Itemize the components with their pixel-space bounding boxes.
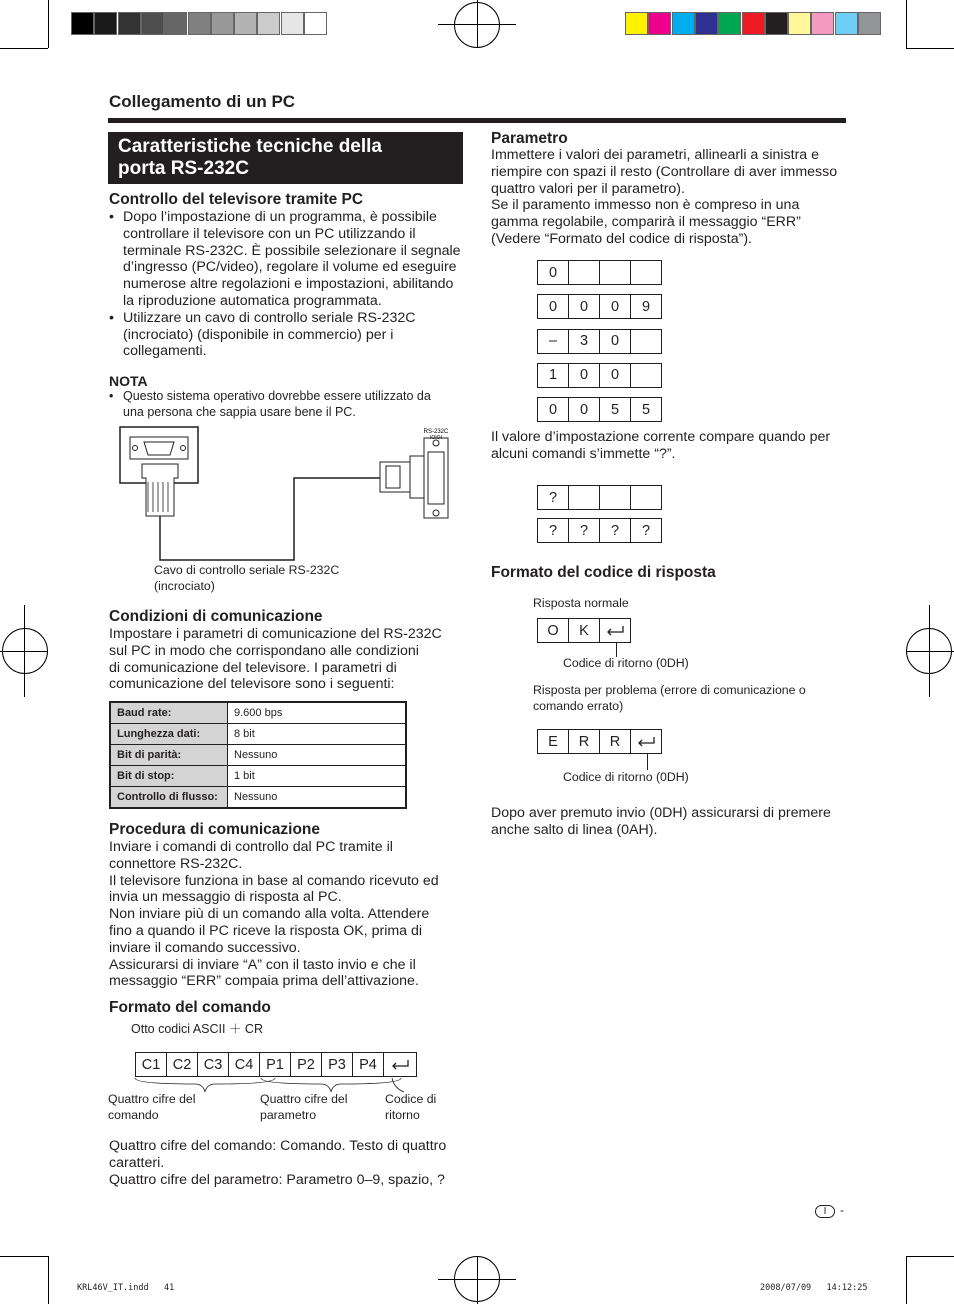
control-heading: Controllo del televisore tramite PC: [109, 191, 364, 208]
example-row: [537, 260, 662, 285]
normal-response-grid: [537, 618, 631, 643]
param-key: Bit di parità:: [110, 745, 228, 766]
text-line: inviare il comando successivo.: [109, 939, 301, 956]
code-cell: C2: [166, 1052, 198, 1077]
code-cell: 5: [630, 397, 662, 422]
return-tick: [647, 754, 648, 770]
param-key: Baud rate:: [110, 702, 228, 724]
text-line: (incrociato) (disponibile in commercio) per i: [123, 326, 394, 343]
crop-mark: [906, 48, 954, 49]
port-label: IOIOI: [430, 435, 442, 441]
code-cell: ?: [537, 485, 569, 510]
example-row: [537, 329, 662, 354]
code-cell: [599, 485, 631, 510]
color-swatch: [648, 12, 671, 35]
text-line: Risposta per problema (errore di comunicazione o: [533, 683, 806, 697]
text-line: comando errato): [533, 698, 624, 713]
code-cell: [568, 485, 600, 510]
conditions-text: [109, 626, 469, 693]
return-code-note: Codice di ritorno (0DH): [563, 770, 689, 784]
registration-line: [477, 0, 478, 48]
text-line: gamma regolabile, comparirà il messaggio “ERR”: [491, 214, 801, 231]
example-row: [537, 397, 662, 422]
color-swatch: [141, 12, 164, 35]
code-cell: P3: [321, 1052, 353, 1077]
param-value: 1 bit: [228, 766, 407, 787]
color-swatch: [188, 12, 211, 35]
nota-heading: NOTA: [109, 373, 148, 389]
param-value: 8 bit: [228, 724, 407, 745]
table-row: [110, 745, 406, 766]
error-response-grid: [537, 729, 662, 754]
text-line: una persona che sappia usare bene il PC.: [123, 404, 356, 419]
text-line: connettore RS-232C.: [109, 855, 243, 872]
code-cell: P4: [352, 1052, 384, 1077]
text-line: comunicazione del televisore sono i seguenti:: [109, 676, 395, 693]
text-line: quattro valori per il parametro).: [491, 180, 685, 197]
color-swatch: [718, 12, 741, 35]
query-text: [491, 429, 851, 463]
code-cell: R: [568, 729, 600, 754]
param-value: Nessuno: [228, 745, 407, 766]
code-cell: C1: [135, 1052, 167, 1077]
text-line: anche salto di linea (0AH).: [491, 821, 658, 838]
timestamp: 2008/07/09 14:12:25: [760, 1283, 868, 1293]
code-cell: 0: [537, 294, 569, 319]
page-dash: -: [840, 1203, 844, 1217]
normal-response-label: Risposta normale: [533, 596, 629, 610]
problem-response-label: [533, 683, 806, 714]
text-line: collegamenti.: [123, 343, 207, 360]
response-format-heading: Formato del codice di risposta: [491, 564, 716, 581]
color-swatch: [211, 12, 234, 35]
text-line: d’ingresso (PC/video), regolare il volume ed eseguire: [123, 259, 457, 276]
crop-mark: [0, 48, 48, 49]
text-line: Utilizzare un cavo di controllo seriale RS-232C: [123, 309, 416, 326]
color-swatch: [94, 12, 117, 35]
table-row: [110, 724, 406, 745]
code-cell: 0: [599, 363, 631, 388]
example-row: [537, 485, 662, 510]
code-cell: 0: [537, 260, 569, 285]
text-line: numerose altre regolazioni e impostazioni, abilitando: [123, 276, 454, 293]
page-letter: I: [823, 1206, 827, 1217]
code-cell: 3: [568, 329, 600, 354]
text-line: Impostare i parametri di comunicazione del RS-232C: [109, 626, 442, 642]
connection-diagram: [118, 424, 458, 564]
text-line: messaggio “ERR” compaia prima dell’attivazione.: [109, 973, 419, 990]
cable-caption: [154, 563, 339, 594]
text-line: riempire con spazi il resto (Controllare di aver immesso: [491, 163, 838, 180]
color-swatch: [234, 12, 257, 35]
code-cell: P1: [259, 1052, 291, 1077]
color-swatch: [257, 12, 280, 35]
text-line: Quattro cifre del: [108, 1092, 196, 1106]
command-format-heading: Formato del comando: [109, 999, 271, 1016]
text-line: sul PC in modo che corrispondano alle condizioni: [109, 642, 419, 659]
text-line: Quattro cifre del: [260, 1092, 348, 1106]
text-line: Inviare i comandi di controllo dal PC tramite il: [109, 839, 393, 855]
caption-line: (incrociato): [154, 578, 215, 593]
code-cell: ?: [599, 518, 631, 543]
return-label: [385, 1092, 436, 1123]
parameters-table: [109, 701, 407, 809]
page-title: [108, 132, 463, 184]
list-item: • Utilizzare un cavo di controllo seriale RS-232C (incrociato) (disponibile in commercio) per i collegamenti.: [109, 310, 469, 360]
color-swatch: [835, 12, 858, 35]
text-line: Il televisore funziona in base al comando ricevuto ed: [109, 872, 439, 889]
list-item: • Dopo l’impostazione di un programma, è possibile controllare il televisore con un PC utilizzando il terminale RS-232C. È possibile selezionare il segnale d’ingresso (PC/video), regolare il volume ed eseguire numerose altre regolazioni e impostazioni, abilitando la riproduzione automatica programmata.: [109, 209, 469, 310]
final-note: [491, 805, 851, 839]
section-header: Collegamento di un PC: [109, 92, 296, 111]
example-row: [537, 294, 662, 319]
color-swatch: [118, 12, 141, 35]
text-line: (Vedere “Formato del codice di risposta”).: [491, 230, 752, 247]
procedure-heading: Procedura di comunicazione: [109, 821, 321, 838]
registration-line: [906, 651, 954, 652]
title-line: Caratteristiche tecniche della: [118, 136, 382, 157]
param-value: Nessuno: [228, 787, 407, 809]
registration-line: [477, 1256, 478, 1304]
text-line: Codice di: [385, 1092, 437, 1106]
code-cell: [630, 260, 662, 285]
text-line: ritorno: [385, 1107, 420, 1122]
code-cell: E: [537, 729, 569, 754]
text-line: comando: [108, 1107, 159, 1122]
text-line: alcuni comandi s’immette “?”.: [491, 445, 676, 462]
code-cell: 5: [599, 397, 631, 422]
code-cell: 0: [568, 363, 600, 388]
color-swatch: [164, 12, 187, 35]
text-line: controllare il televisore con un PC utilizzando il: [123, 225, 416, 242]
text-line: di comunicazione del televisore. I parametri di: [109, 659, 397, 676]
enter-icon: [630, 729, 662, 754]
code-cell: K: [568, 618, 600, 643]
example-row: [537, 518, 662, 543]
color-swatch: [765, 12, 788, 35]
color-swatch: [625, 12, 648, 35]
text-line: Immettere i valori dei parametri, allinearli a sinistra e: [491, 147, 820, 163]
caption-line: Cavo di controllo seriale RS-232C: [154, 563, 340, 577]
conditions-heading: Condizioni di comunicazione: [109, 608, 323, 625]
text-line: Quattro cifre del comando: Comando. Testo di quattro: [109, 1138, 447, 1154]
code-cell: ?: [568, 518, 600, 543]
crop-mark: [0, 1256, 48, 1257]
page-indicator: [815, 1205, 835, 1218]
color-swatch: [281, 12, 304, 35]
text-line: Non inviare più di un comando alla volta. Attendere: [109, 906, 430, 923]
text-line: Quattro cifre del parametro: Parametro 0–9, spazio, ?: [109, 1171, 445, 1188]
code-cell: 1: [537, 363, 569, 388]
crop-mark: [48, 1256, 49, 1304]
serial-cable: [160, 478, 380, 560]
code-cell: [599, 260, 631, 285]
enter-icon: [383, 1052, 417, 1077]
crop-mark: [906, 0, 907, 48]
code-cell: 0: [537, 397, 569, 422]
code-cell: ?: [630, 518, 662, 543]
pc-cable-connector: [142, 464, 178, 516]
parameter-heading: Parametro: [491, 130, 568, 147]
bullet-list: [109, 209, 469, 360]
crop-mark: [906, 1256, 954, 1257]
port-label: RS-232C: [423, 429, 449, 435]
param-key: Bit di stop:: [110, 766, 228, 787]
text-line: Questo sistema operativo dovrebbe essere utilizzato da: [123, 389, 431, 403]
text-line: Il valore d’impostazione corrente compare quando per: [491, 429, 831, 445]
command-format-grid: [135, 1052, 417, 1077]
code-cell: [630, 329, 662, 354]
procedure-text: [109, 839, 469, 990]
registration-line: [929, 605, 930, 697]
code-cell: 9: [630, 294, 662, 319]
color-swatch: [695, 12, 718, 35]
text-line: invia un messaggio di risposta al PC.: [109, 889, 342, 906]
return-code-note: Codice di ritorno (0DH): [563, 656, 689, 670]
code-cell: R: [599, 729, 631, 754]
text-line: la riproduzione automatica programmata.: [123, 292, 382, 309]
command-format-subtitle: Otto codici ASCII ＋ CR: [131, 1022, 263, 1036]
param-key: Lunghezza dati:: [110, 724, 228, 745]
code-cell: –: [537, 329, 569, 354]
color-swatch: [811, 12, 834, 35]
code-cell: 0: [599, 294, 631, 319]
color-swatch: [858, 12, 881, 35]
text-line: parametro: [260, 1107, 317, 1122]
text-line: caratteri.: [109, 1154, 165, 1171]
nota-text: • Questo sistema operativo dovrebbe essere utilizzato da una persona che sappia usare bene il PC.: [109, 389, 469, 420]
code-cell: [568, 260, 600, 285]
code-cell: O: [537, 618, 569, 643]
param-key: Controllo di flusso:: [110, 787, 228, 809]
parameter-text: [491, 147, 851, 248]
color-swatch: [672, 12, 695, 35]
header-rule: [108, 118, 846, 123]
text-line: fino a quando il PC riceve la risposta OK, prima di: [109, 922, 423, 939]
table-row: [110, 766, 406, 787]
title-line: porta RS-232C: [118, 158, 249, 179]
code-cell: C3: [197, 1052, 229, 1077]
crop-mark: [48, 0, 49, 48]
code-cell: P2: [290, 1052, 322, 1077]
code-cell: C4: [228, 1052, 260, 1077]
code-cell: [630, 363, 662, 388]
table-row: [110, 702, 406, 724]
code-cell: 0: [568, 294, 600, 319]
code-cell: 0: [568, 397, 600, 422]
code-cell: [630, 485, 662, 510]
color-swatch: [742, 12, 765, 35]
text-line: Dopo l’impostazione di un programma, è possibile: [123, 209, 437, 225]
example-row: [537, 363, 662, 388]
command-label: [108, 1092, 195, 1123]
text-line: Se il paramento immesso non è compreso in una: [491, 197, 800, 214]
text-line: terminale RS-232C. È possibile selezionare il segnale: [123, 242, 461, 259]
enter-icon: [599, 618, 631, 643]
table-row: [110, 787, 406, 809]
registration-line: [24, 605, 25, 697]
text-line: Assicurarsi di inviare “A” con il tasto invio e che il: [109, 956, 416, 973]
code-cell: 0: [599, 329, 631, 354]
code-cell: ?: [537, 518, 569, 543]
crop-mark: [906, 1256, 907, 1304]
color-swatch: [71, 12, 94, 35]
color-swatch: [304, 12, 327, 35]
command-footnote: [109, 1138, 469, 1188]
return-tick: [616, 643, 617, 657]
text-line: Dopo aver premuto invio (0DH) assicurarsi di premere: [491, 805, 831, 821]
param-value: 9.600 bps: [228, 702, 407, 724]
color-swatch: [788, 12, 811, 35]
parameter-label: [260, 1092, 347, 1123]
file-name: KRL46V_IT.indd 41: [77, 1283, 175, 1293]
